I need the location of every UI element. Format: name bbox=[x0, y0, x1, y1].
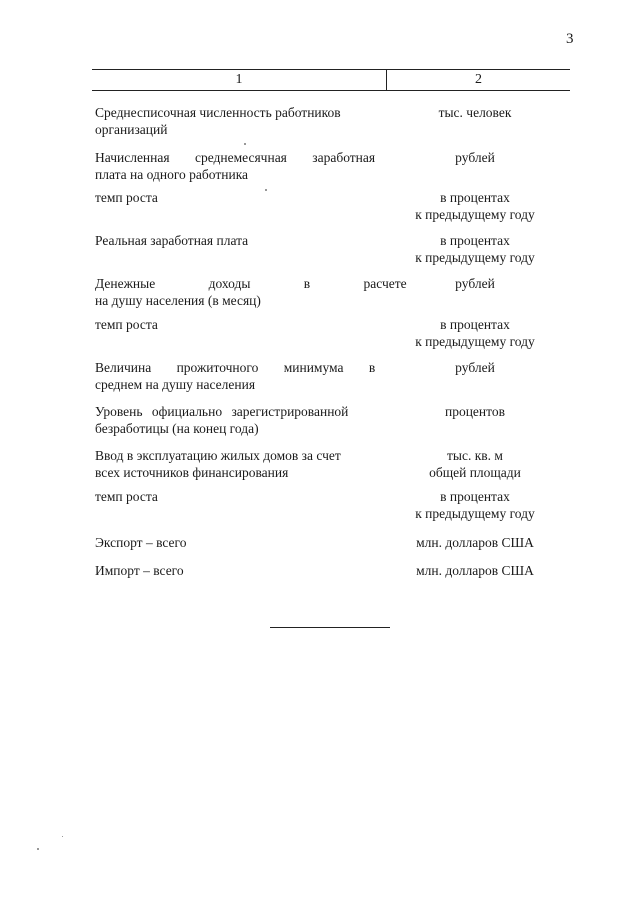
indicator-line: всех источников финансирования bbox=[95, 465, 289, 480]
closing-rule bbox=[270, 627, 390, 628]
indicator-line: Величина прожиточного минимума в bbox=[95, 360, 376, 375]
indicator-line: Уровень официально зарегистрированной bbox=[95, 404, 349, 419]
unit-cell bbox=[395, 275, 555, 292]
unit-line: млн. долларов США bbox=[416, 563, 534, 578]
indicator-line: безработицы (на конец года) bbox=[95, 421, 259, 436]
unit-cell bbox=[395, 403, 555, 420]
indicator-cell bbox=[95, 275, 407, 309]
unit-line: рублей bbox=[455, 360, 495, 375]
indicator-cell bbox=[95, 359, 381, 393]
scan-speck bbox=[62, 836, 63, 837]
unit-cell bbox=[395, 189, 555, 223]
indicator-cell bbox=[95, 189, 381, 206]
indicator-line: Экспорт – всего bbox=[95, 535, 187, 550]
indicator-cell bbox=[95, 316, 381, 333]
unit-cell bbox=[395, 562, 555, 579]
indicator-cell bbox=[95, 534, 381, 551]
page-number: 3 bbox=[566, 31, 574, 47]
unit-cell bbox=[395, 232, 555, 266]
unit-line: общей площади bbox=[429, 465, 521, 480]
indicator-cell bbox=[95, 232, 381, 249]
unit-cell bbox=[395, 359, 555, 376]
unit-line: тыс. человек bbox=[438, 105, 512, 120]
unit-cell bbox=[395, 447, 555, 481]
unit-line: рублей bbox=[455, 276, 495, 291]
indicator-line: Денежные доходы в расчете bbox=[95, 276, 407, 291]
indicator-line: Ввод в эксплуатацию жилых домов за счет bbox=[95, 448, 341, 463]
indicator-line: плата на одного работника bbox=[95, 167, 249, 182]
table-header bbox=[92, 69, 570, 91]
scan-speck bbox=[37, 848, 39, 850]
indicator-line: на душу населения (в месяц) bbox=[95, 293, 261, 308]
column-header-indicator: 1 bbox=[92, 70, 387, 90]
indicator-line: темп роста bbox=[95, 317, 158, 332]
indicator-line: темп роста bbox=[95, 489, 158, 504]
unit-line: рублей bbox=[455, 150, 495, 165]
unit-line: к предыдущему году bbox=[415, 506, 535, 521]
unit-line: к предыдущему году bbox=[415, 250, 535, 265]
indicator-line: Среднесписочная численность работников bbox=[95, 105, 341, 120]
column-header-unit: 2 bbox=[475, 72, 482, 87]
indicator-line: организаций bbox=[95, 122, 168, 137]
unit-cell bbox=[395, 104, 555, 121]
unit-cell bbox=[395, 488, 555, 522]
scan-speck bbox=[244, 143, 246, 145]
scan-speck bbox=[265, 189, 267, 191]
unit-line: тыс. кв. м bbox=[447, 448, 503, 463]
indicator-line: Реальная заработная плата bbox=[95, 233, 249, 248]
indicator-line: Начисленная среднемесячная заработная bbox=[95, 150, 376, 165]
unit-cell bbox=[395, 316, 555, 350]
unit-line: в процентах bbox=[440, 317, 510, 332]
unit-line: в процентах bbox=[440, 489, 510, 504]
indicator-cell bbox=[95, 104, 381, 138]
indicator-cell bbox=[95, 149, 381, 183]
unit-line: к предыдущему году bbox=[415, 207, 535, 222]
indicator-line: темп роста bbox=[95, 190, 158, 205]
unit-line: процентов bbox=[444, 404, 505, 419]
unit-line: к предыдущему году bbox=[415, 334, 535, 349]
unit-cell bbox=[395, 534, 555, 551]
indicator-line: среднем на душу населения bbox=[95, 377, 256, 392]
unit-line: в процентах bbox=[440, 233, 510, 248]
indicator-cell bbox=[95, 403, 381, 437]
unit-line: в процентах bbox=[440, 190, 510, 205]
indicator-line: Импорт – всего bbox=[95, 563, 184, 578]
indicator-cell bbox=[95, 562, 381, 579]
unit-cell bbox=[395, 149, 555, 166]
indicator-cell bbox=[95, 447, 381, 481]
indicator-cell bbox=[95, 488, 381, 505]
unit-line: млн. долларов США bbox=[416, 535, 534, 550]
